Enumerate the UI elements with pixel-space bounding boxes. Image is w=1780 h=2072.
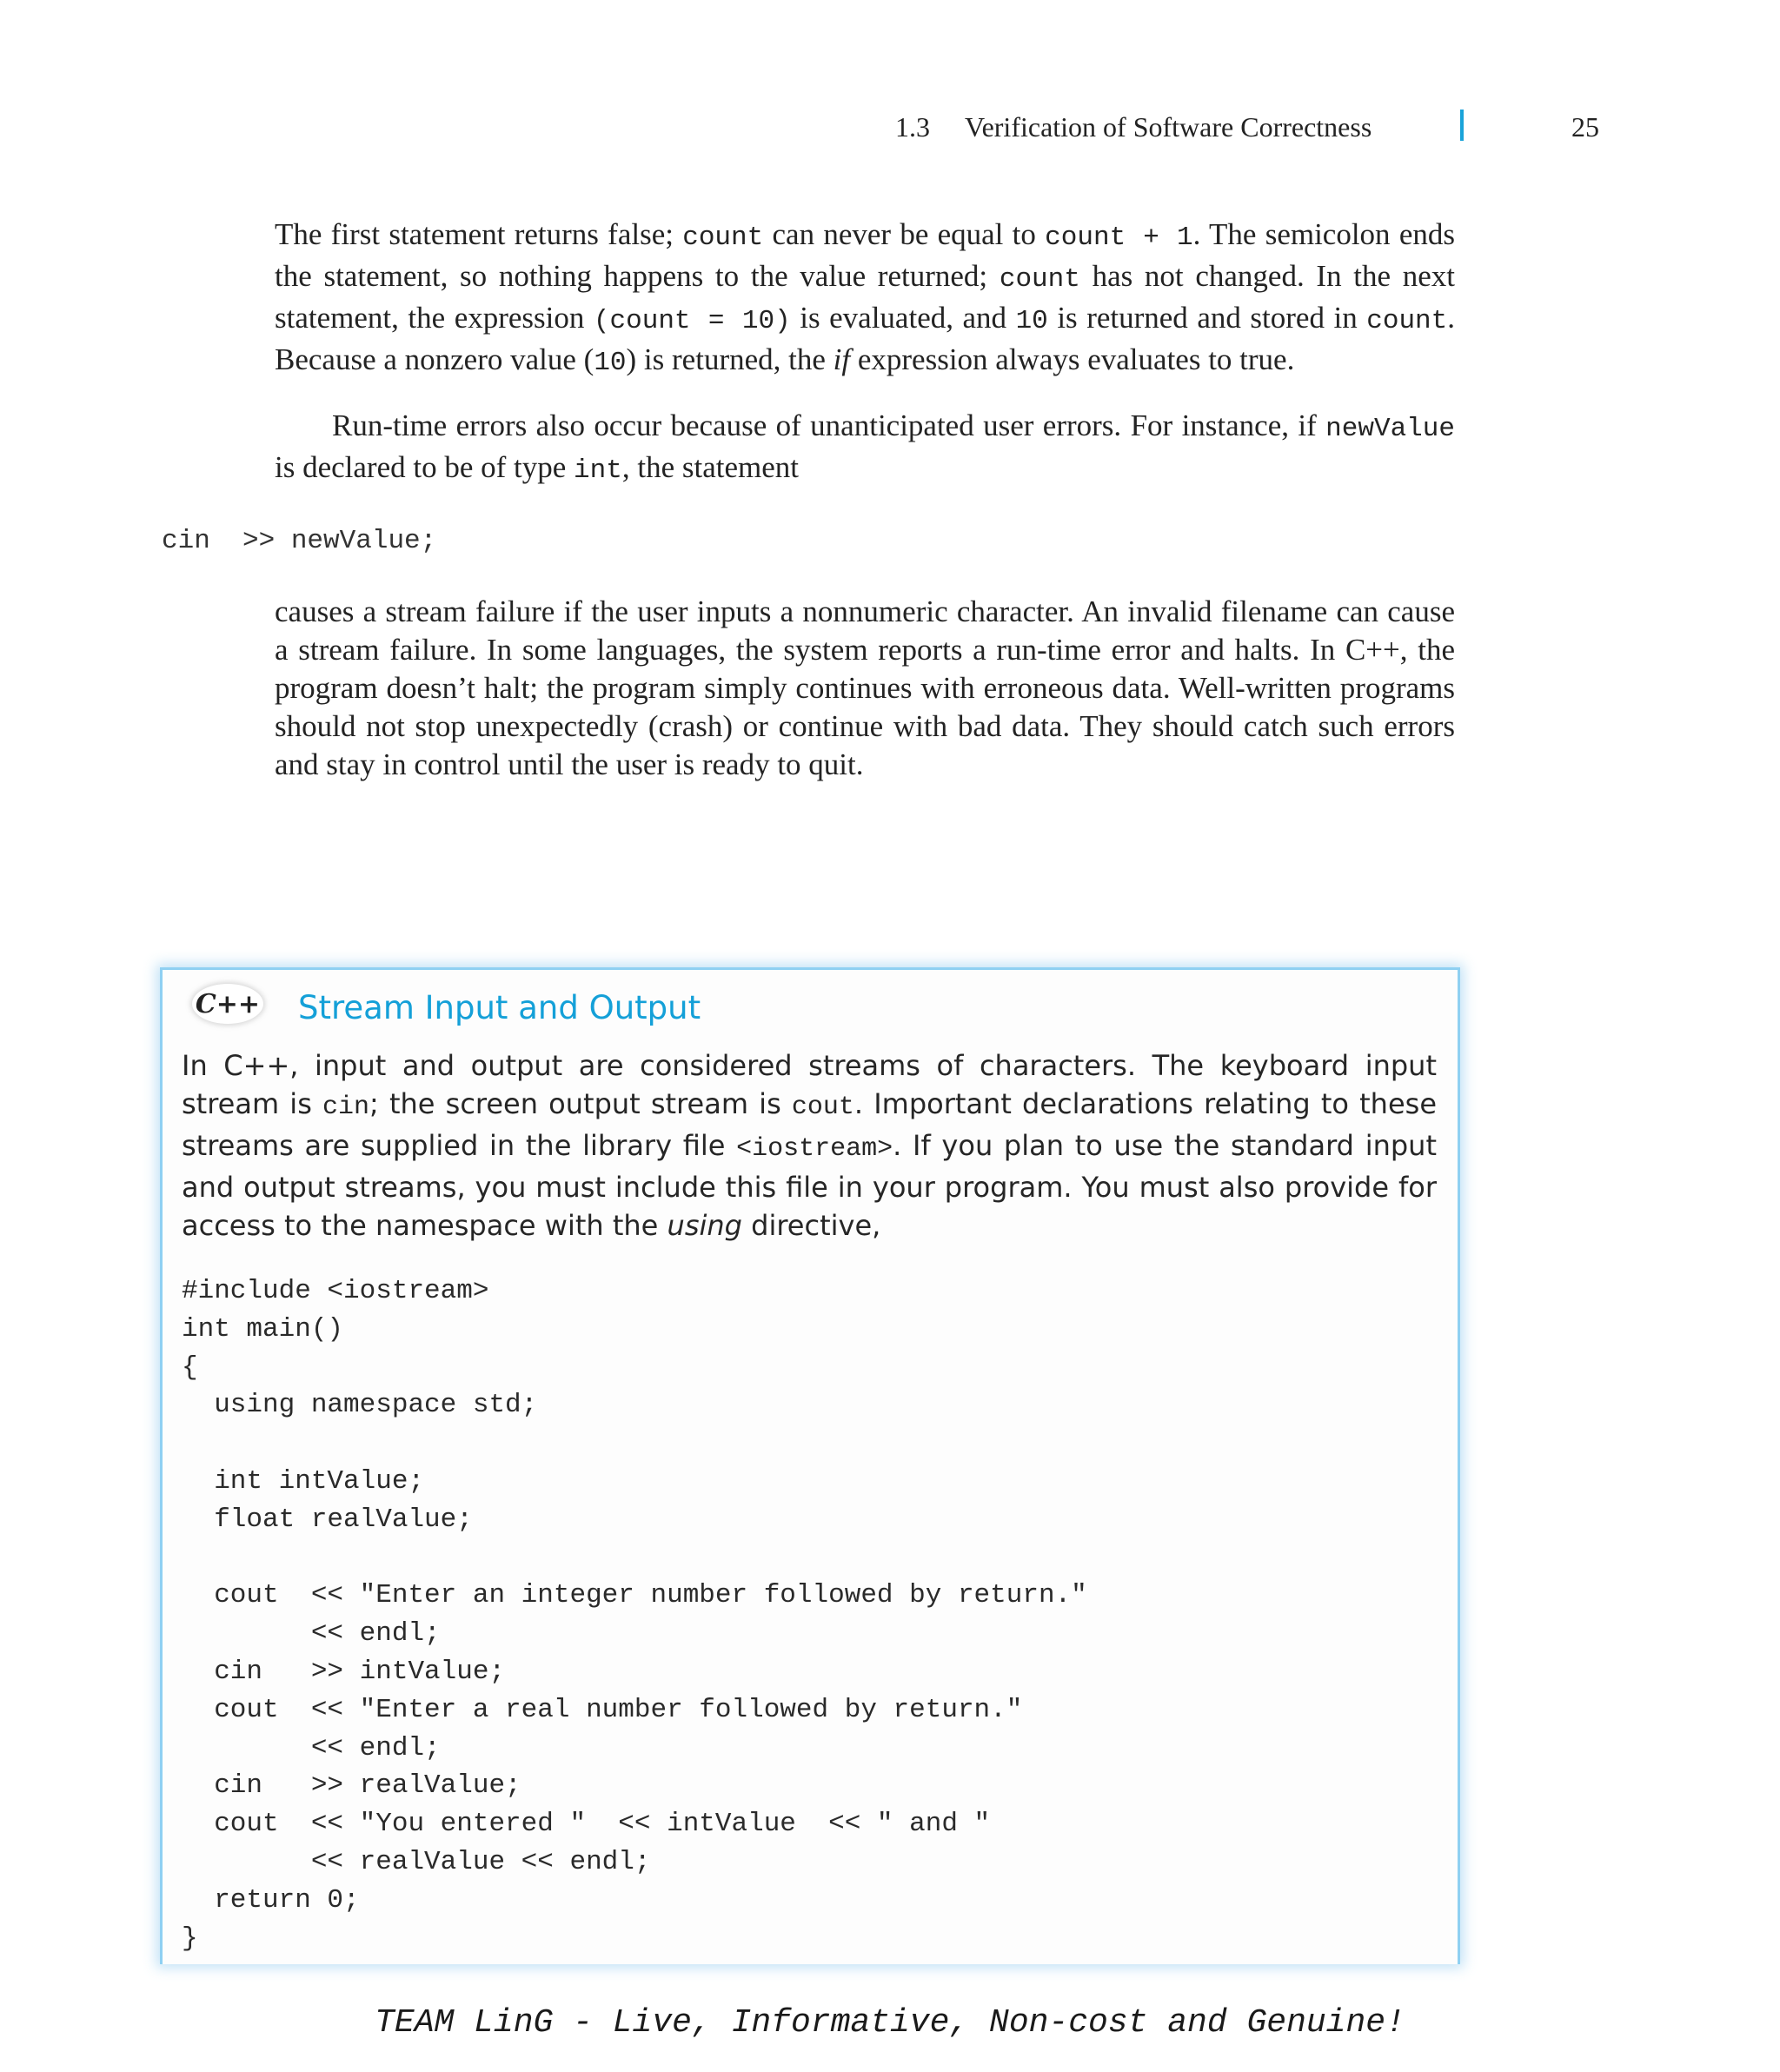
cpp-logo-icon: C++ [192, 984, 263, 1024]
inline-code: newValue [1325, 414, 1455, 444]
text-run: , the statement [621, 450, 799, 484]
code-listing: #include <iostream> int main() { using namespace std; int intValue; float realValue; cout << "Enter an integer number followed by return." << endl; cin >> intValue; cout << "Enter a real number followed by return." << endl; cin >> realValue; cout << "You entered " << intValue << " and " << realValue << endl; return 0; } [182, 1276, 1087, 1954]
header-divider [1460, 110, 1464, 141]
text-run: has not changed. In the next statement, the expression [275, 259, 1455, 335]
text-run: causes a stream failure if the user inputs a nonnumeric character. An invalid filename can cause a stream failure. In some languages, the system reports a run-time error and halts. In C++, the program doesn’t halt; the program simply continues with erroneous data. Well-written programs should not stop unexpectedly (crash) or continue with bad data. They should catch such errors and stay in control until the user is ready to quit. [275, 594, 1455, 781]
inline-code: count + 1 [1045, 222, 1193, 253]
text-run: . If you plan to use the standard input and output streams, you must include this file in your program. You must also provide for access to the namespace with the [182, 1129, 1438, 1242]
text-run: is returned and stored in [1047, 301, 1367, 335]
inline-code: <iostream> [736, 1134, 893, 1164]
text-run: In C++, input and output are considered streams of characters. The keyboard input stream is [182, 1049, 1437, 1120]
page-number: 25 [1571, 111, 1599, 143]
emphasis: using [667, 1209, 742, 1242]
text-run: Run-time errors also occur because of unanticipated user errors. For instance, if [332, 408, 1326, 442]
text-run: expression always evaluates to true. [850, 342, 1295, 376]
emphasis: if [833, 342, 851, 376]
paragraph-1 [275, 216, 1455, 382]
text-run: . The semicolon ends the statement, so nothing happens to the value returned; [275, 217, 1455, 293]
text-run: is declared to be of type [275, 450, 575, 484]
text-run: . Because a nonzero value ( [275, 301, 1455, 376]
cpp-sidebar-box [160, 967, 1460, 1964]
text-run: . Important declarations relating to these streams are supplied in the library file [182, 1087, 1437, 1162]
inline-code: count [682, 222, 764, 253]
text-run: ; the screen output stream is [369, 1087, 792, 1120]
code-statement: cin >> newValue; [162, 526, 437, 556]
section-title: Verification of Software Correctness [965, 111, 1372, 143]
text-run: directive, [741, 1209, 881, 1242]
running-head [895, 111, 1599, 146]
inline-code: int [574, 455, 622, 486]
footer-watermark: TEAM LinG - Live, Informative, Non-cost and Genuine! [375, 2004, 1405, 2042]
inline-code: count [999, 264, 1080, 295]
paragraph-2 [275, 407, 1455, 490]
box-text [182, 1046, 1437, 1245]
text-run: is evaluated, and [790, 301, 1016, 335]
inline-code: cin [322, 1092, 370, 1122]
inline-code: (count = 10) [593, 306, 791, 336]
section-number: 1.3 [895, 111, 930, 143]
inline-code: count [1366, 306, 1448, 336]
paragraph-3 [275, 593, 1455, 784]
inline-code: 10 [594, 348, 627, 378]
inline-code: 10 [1015, 306, 1048, 336]
box-title: Stream Input and Output [298, 989, 701, 1026]
text-run: can never be equal to [763, 217, 1046, 251]
text-run: ) is returned, the [626, 342, 834, 376]
inline-code: cout [791, 1092, 854, 1122]
text-run: The first statement returns false; [275, 217, 683, 251]
